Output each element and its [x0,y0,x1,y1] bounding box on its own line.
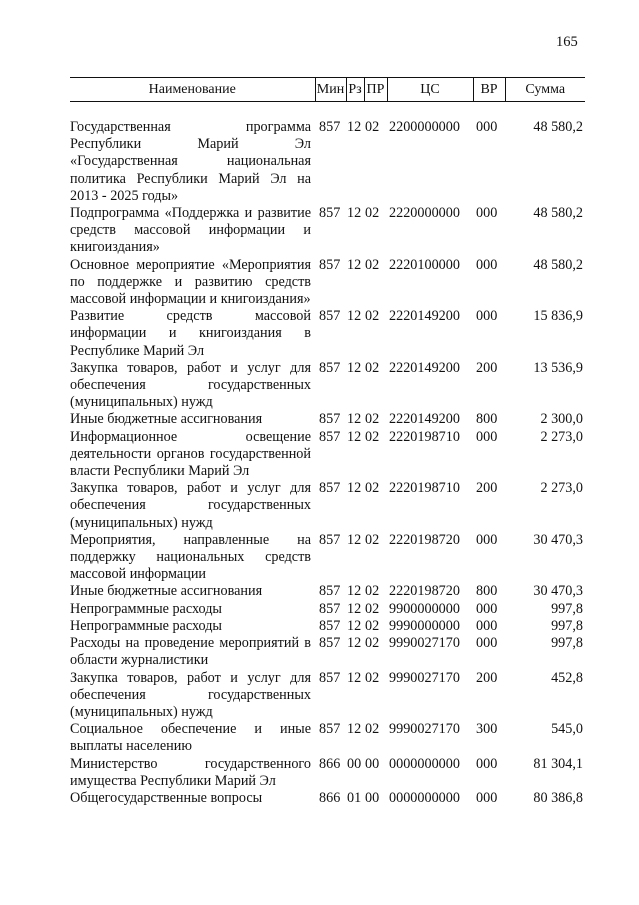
cell-rz: 12 [347,359,362,376]
cell-vr: 300 [476,721,498,738]
cell-pr: 02 [365,359,380,376]
cell-sum: 80 386,8 [533,789,583,806]
cell-rz: 12 [347,119,362,135]
cell-pr: 00 [365,789,380,806]
cell-min: 857 [319,308,341,325]
cell-vr: 200 [476,669,498,686]
cell-pr: 02 [365,721,380,738]
cell-cs: 9900000000 [389,600,460,617]
cell-pr: 02 [365,617,380,634]
cell-pr: 02 [365,119,380,135]
cell-vr: 000 [476,531,498,548]
header-row [70,78,585,102]
cell-vr: 200 [476,480,498,497]
cell-rz: 12 [347,600,362,617]
table-row [70,635,585,669]
table-row [70,670,585,722]
header-spacer [70,102,585,120]
header-name: Наименование [70,78,315,102]
table-row [70,119,585,205]
cell-sum: 997,8 [551,617,583,634]
table-row [70,756,585,790]
cell-vr: 200 [476,359,498,376]
cell-min: 857 [319,600,341,617]
budget-table [70,77,585,807]
cell-name: Государственная программа Республики Марий Эл «Государственная национальная политика Республики Марий Эл на 2013 - 2025 годы» [70,119,311,204]
cell-name: Информационное освещение деятельности органов государственной власти Республики Марий Эл [70,428,311,480]
table-row [70,411,585,428]
cell-vr: 000 [476,635,498,652]
cell-sum: 81 304,1 [533,755,583,772]
cell-name: Непрограммные расходы [70,617,222,634]
cell-pr: 02 [365,669,380,686]
cell-min: 857 [319,205,341,222]
cell-vr: 800 [476,411,498,428]
cell-pr: 02 [365,583,380,600]
cell-name: Расходы на проведение мероприятий в области журналистики [70,635,311,669]
table-row [70,721,585,755]
cell-cs: 2220100000 [389,256,460,273]
cell-pr: 02 [365,411,380,428]
cell-min: 857 [319,721,341,738]
cell-name: Иные бюджетные ассигнования [70,411,263,428]
cell-min: 866 [319,789,341,806]
cell-cs: 2220149200 [389,308,460,325]
cell-name: Социальное обеспечение и иные выплаты населению [70,721,311,755]
cell-vr: 000 [476,600,498,617]
cell-min: 857 [319,635,341,652]
table-row [70,429,585,481]
cell-min: 866 [319,755,341,772]
table-row [70,790,585,807]
table-row [70,360,585,412]
header-vr: ВР [473,78,505,102]
cell-rz: 12 [347,721,362,738]
cell-pr: 02 [365,428,380,445]
cell-pr: 02 [365,600,380,617]
cell-cs: 2200000000 [389,119,460,135]
cell-cs: 9990027170 [389,669,460,686]
cell-sum: 452,8 [551,669,583,686]
header-sum: Сумма [505,78,585,102]
cell-vr: 000 [476,617,498,634]
cell-cs: 0000000000 [389,755,460,772]
table-row [70,583,585,600]
cell-cs: 0000000000 [389,789,460,806]
cell-cs: 9990000000 [389,617,460,634]
cell-min: 857 [319,617,341,634]
cell-rz: 12 [347,480,362,497]
page-number: 165 [556,34,578,50]
cell-vr: 800 [476,583,498,600]
header-min: Мин [315,78,346,102]
cell-cs: 2220149200 [389,411,460,428]
cell-vr: 000 [476,119,498,135]
cell-min: 857 [319,359,341,376]
cell-sum: 48 580,2 [533,256,583,273]
cell-sum: 2 273,0 [540,480,583,497]
cell-cs: 2220198720 [389,531,460,548]
cell-rz: 12 [347,256,362,273]
cell-name: Закупка товаров, работ и услуг для обеспечения государственных (муниципальных) нужд [70,359,311,411]
cell-pr: 02 [365,531,380,548]
cell-cs: 9990027170 [389,635,460,652]
cell-vr: 000 [476,428,498,445]
cell-sum: 997,8 [551,600,583,617]
cell-rz: 12 [347,411,362,428]
cell-sum: 2 273,0 [540,428,583,445]
cell-vr: 000 [476,308,498,325]
cell-name: Закупка товаров, работ и услуг для обеспечения государственных (муниципальных) нужд [70,480,311,531]
cell-rz: 12 [347,635,362,652]
cell-sum: 15 836,9 [533,308,583,325]
cell-sum: 48 580,2 [533,119,583,135]
table-row [70,601,585,618]
cell-vr: 000 [476,256,498,273]
cell-rz: 12 [347,205,362,222]
cell-rz: 12 [347,531,362,548]
cell-cs: 2220198720 [389,583,460,600]
table-body [70,102,585,808]
cell-rz: 12 [347,669,362,686]
cell-vr: 000 [476,205,498,222]
cell-name: Основное мероприятие «Мероприятия по поддержке и развитию средств массовой информации и книгоиздания» [70,256,311,308]
header-cs: ЦС [387,78,473,102]
cell-rz: 12 [347,308,362,325]
table-row [70,257,585,309]
cell-rz: 00 [347,755,362,772]
cell-rz: 01 [347,789,362,806]
cell-sum: 13 536,9 [533,359,583,376]
header-rz: Рз [346,78,364,102]
cell-rz: 12 [347,583,362,600]
cell-name: Развитие средств массовой информации и книгоиздания в Республике Марий Эл [70,308,311,359]
table-row [70,532,585,584]
cell-min: 857 [319,531,341,548]
cell-cs: 2220198710 [389,428,460,445]
cell-sum: 2 300,0 [540,411,583,428]
cell-pr: 02 [365,205,380,222]
cell-sum: 545,0 [551,721,583,738]
table-row [70,308,585,360]
cell-sum: 30 470,3 [533,583,583,600]
budget-table-container [70,77,585,807]
cell-name: Мероприятия, направленные на поддержку национальных средств массовой информации [70,531,311,583]
cell-rz: 12 [347,428,362,445]
cell-rz: 12 [347,617,362,634]
cell-sum: 48 580,2 [533,205,583,222]
cell-cs: 2220198710 [389,480,460,497]
cell-sum: 997,8 [551,635,583,652]
cell-min: 857 [319,583,341,600]
table-row [70,205,585,257]
cell-vr: 000 [476,755,498,772]
cell-pr: 02 [365,256,380,273]
cell-pr: 02 [365,635,380,652]
cell-name: Общегосударственные вопросы [70,789,263,806]
table-row [70,480,585,532]
cell-min: 857 [319,411,341,428]
cell-cs: 2220149200 [389,359,460,376]
cell-cs: 9990027170 [389,721,460,738]
cell-sum: 30 470,3 [533,531,583,548]
cell-min: 857 [319,480,341,497]
cell-name: Министерство государственного имущества Республики Марий Эл [70,755,311,789]
header-pr: ПР [364,78,387,102]
cell-name: Подпрограмма «Поддержка и развитие средств массовой информации и книгоиздания» [70,205,311,256]
cell-min: 857 [319,428,341,445]
table-header [70,78,585,102]
cell-cs: 2220000000 [389,205,460,222]
cell-name: Непрограммные расходы [70,600,222,617]
cell-name: Иные бюджетные ассигнования [70,583,263,600]
cell-pr: 02 [365,480,380,497]
cell-vr: 000 [476,789,498,806]
cell-min: 857 [319,256,341,273]
cell-min: 857 [319,119,341,135]
cell-pr: 02 [365,308,380,325]
cell-min: 857 [319,669,341,686]
table-row [70,618,585,635]
cell-pr: 00 [365,755,380,772]
cell-name: Закупка товаров, работ и услуг для обеспечения государственных (муниципальных) нужд [70,669,311,720]
